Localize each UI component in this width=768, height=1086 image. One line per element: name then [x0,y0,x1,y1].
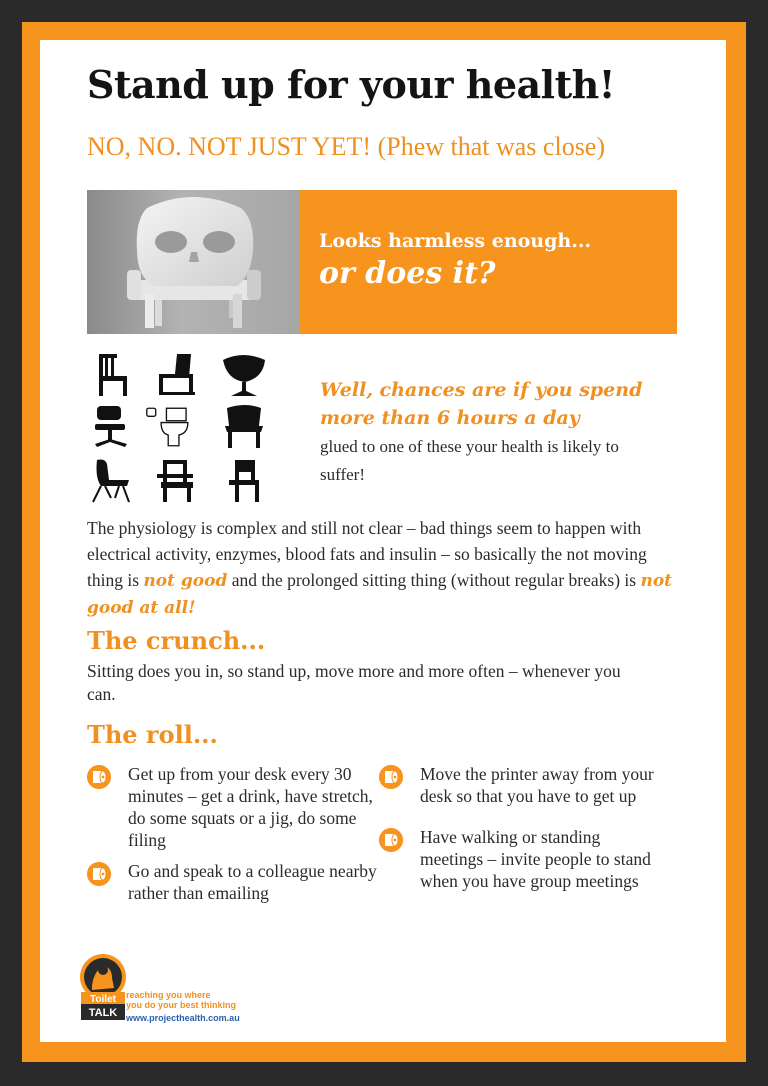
roll-item-text: Move the printer away from your desk so that you have to get up [420,764,654,806]
logo-text-line2: TALK [88,1007,118,1019]
logo-text-line1: Toilet [90,994,116,1005]
toilet-talk-logo [78,952,128,1022]
crunch-heading: The crunch... [87,626,266,655]
hero-caption-line2: or does it? [319,256,496,291]
physiology-emphasis-1: not good [143,571,228,591]
physiology-paragraph [87,515,687,621]
shell-chair-icon [87,458,137,504]
wooden-chair-icon [87,352,137,398]
swan-chair-icon [219,352,269,398]
armchair-icon [151,458,201,504]
hero-caption-line1: Looks harmless enough... [319,230,592,252]
subtitle: NO, NO. NOT JUST YET! (Phew that was close) [87,132,606,161]
roll-heading: The roll... [87,720,218,749]
intro-highlight-line2: more than 6 hours a day [320,407,580,429]
intro-text: glued to one of these your health is likely to suffer! [320,437,619,484]
intro-highlight [320,376,700,432]
dining-chair-icon [219,458,269,504]
page-title: Stand up for your health! [87,62,615,107]
intro-highlight-line1: Well, chances are if you spend [320,379,643,401]
roll-item-text: Get up from your desk every 30 minutes – get a drink, have stretch, do some squats or a jig, do some filing [128,764,373,850]
hero-caption-box [299,190,677,334]
roll-item-text: Have walking or standing meetings – invite people to stand when you have group meetings [420,827,651,891]
chair-icons-grid [87,352,287,512]
footer-tagline-line1: reaching you where [126,990,211,1000]
toilet-roll-icon [379,765,403,789]
toilet-icon [145,404,195,450]
poster [40,40,726,1042]
toilet-roll-icon [379,828,403,852]
footer-tagline [126,990,236,1010]
physiology-text-1: The physiology is complex and still not clear – bad things seem to happen with electrical activity, enzymes, blood fats and insulin – so basically the not moving thing is [87,518,647,590]
roll-item-text: Go and speak to a colleague nearby rather than emailing [128,861,377,903]
lounge-chair-icon [151,352,201,398]
plastic-chair-icon [219,404,269,450]
physiology-emphasis-2: not good at all! [87,571,673,618]
crunch-text: Sitting does you in, so stand up, move more and more often – whenever you can. [87,661,621,704]
website-link[interactable]: www.projecthealth.com.au [126,1013,240,1023]
office-chair-icon [87,404,137,450]
footer-tagline-line2: you do your best thinking [126,1000,236,1010]
physiology-text-2: and the prolonged sitting thing (without regular breaks) is [231,570,637,590]
toilet-roll-icon [87,862,111,886]
hero-banner [87,190,677,334]
toilet-roll-icon [87,765,111,789]
skull-chair-image [87,190,299,334]
